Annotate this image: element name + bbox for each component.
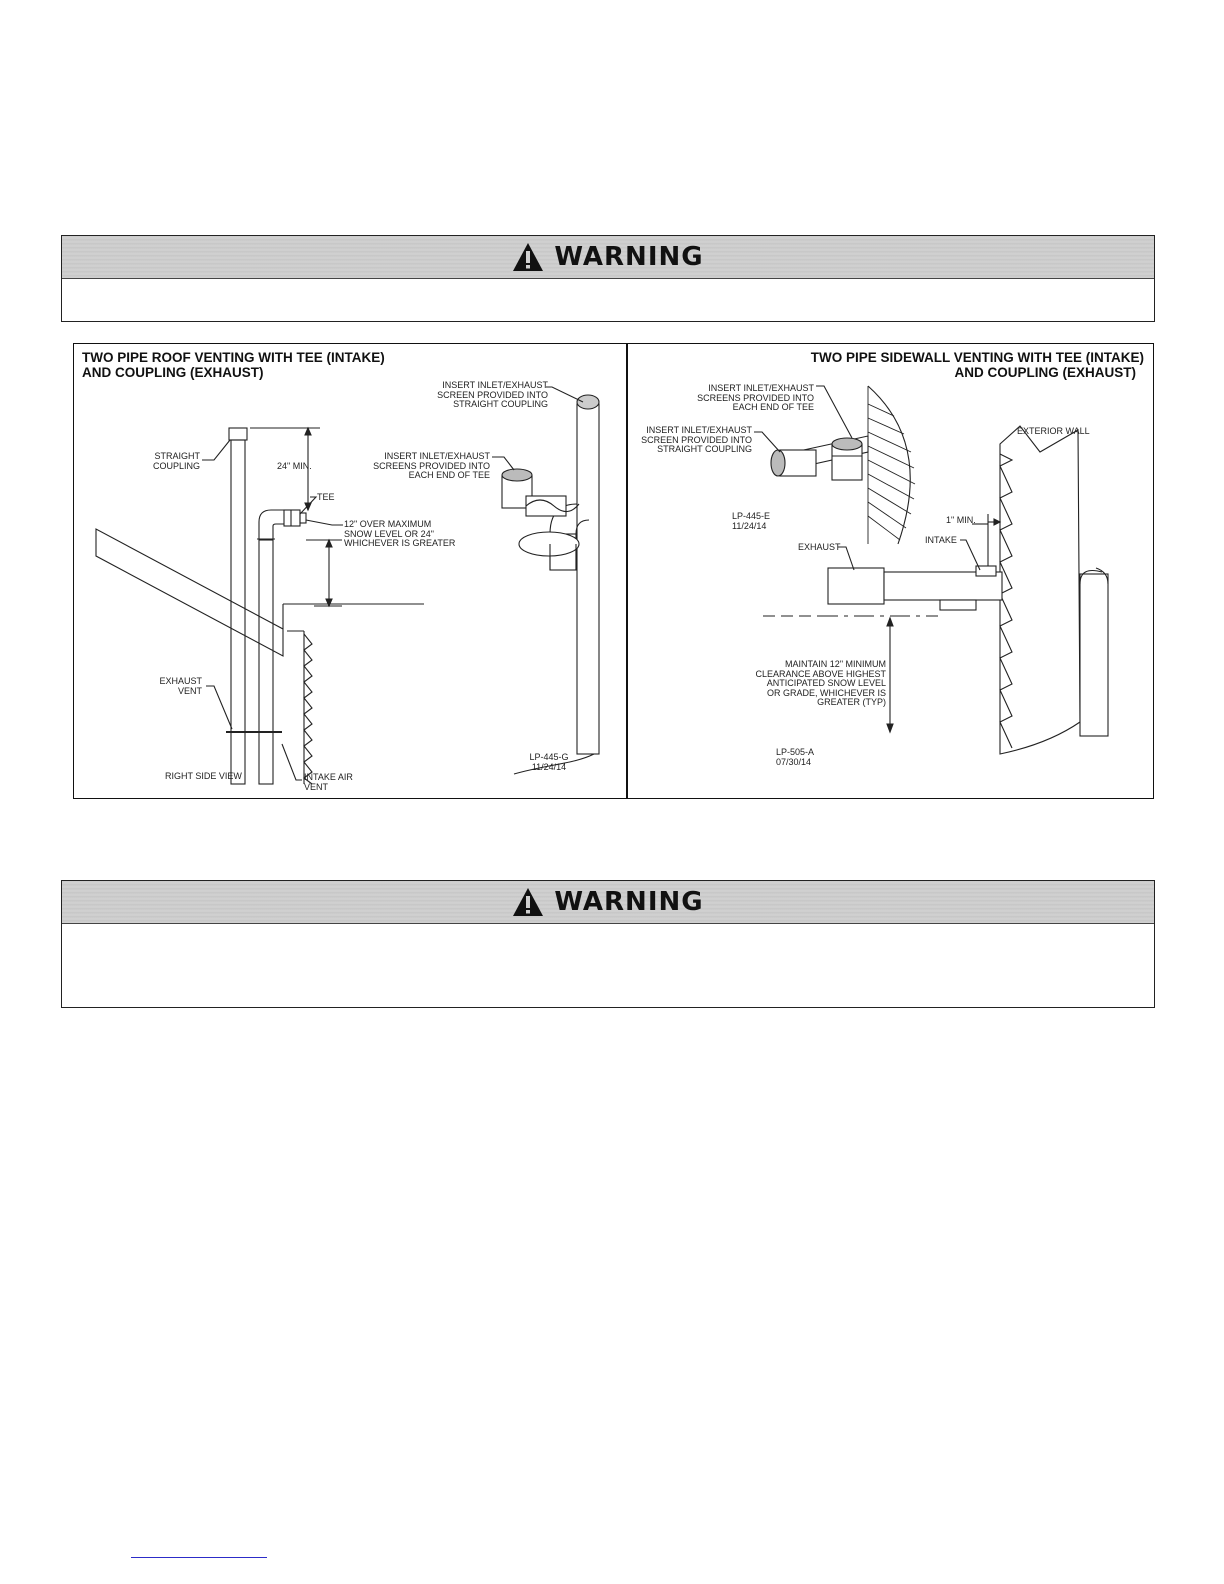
insert-screens-tee-label: INSERT INLET/EXHAUST SCREENS PROVIDED INTO EACH END OF TEE bbox=[373, 451, 490, 480]
exhaust-label: EXHAUST bbox=[798, 542, 841, 552]
tee-detail-illustration bbox=[502, 395, 599, 774]
sidewall-insert-screen-coupling-label: INSERT INLET/EXHAUST SCREEN PROVIDED INTO STRAIGHT COUPLING bbox=[641, 425, 752, 454]
footer-link-underline[interactable] bbox=[131, 1557, 267, 1558]
min-1-label: 1" MIN. bbox=[946, 515, 976, 525]
roof-venting-drawing bbox=[74, 344, 626, 798]
insert-screen-coupling-label: INSERT INLET/EXHAUST SCREEN PROVIDED INTO STRAIGHT COUPLING bbox=[437, 380, 548, 409]
warning-title-text: WARNING bbox=[554, 242, 704, 272]
right-side-view-label: RIGHT SIDE VIEW bbox=[165, 771, 242, 781]
warning-header bbox=[62, 236, 1154, 279]
min-24-label: 24" MIN. bbox=[277, 461, 312, 471]
straight-coupling-label: STRAIGHT COUPLING bbox=[152, 451, 200, 471]
warning-box-1 bbox=[61, 235, 1155, 322]
roof-venting-panel bbox=[74, 344, 626, 798]
warning-triangle-icon bbox=[512, 242, 544, 272]
sidewall-panel-title: TWO PIPE SIDEWALL VENTING WITH TEE (INTAKE) AND COUPLING (EXHAUST) bbox=[810, 350, 1144, 380]
warning-triangle-icon bbox=[512, 887, 544, 917]
exhaust-vent-label: EXHAUST VENT bbox=[159, 676, 202, 696]
tee-label: TEE bbox=[317, 492, 335, 502]
detail-code-label: LP-445-E 11/24/14 bbox=[732, 511, 771, 531]
warning-box-2 bbox=[61, 880, 1155, 1008]
warning-title bbox=[512, 242, 703, 272]
intake-air-vent-label: INTAKE AIR VENT bbox=[304, 772, 353, 792]
warning-title-text: WARNING bbox=[554, 887, 704, 917]
roof-panel-title: TWO PIPE ROOF VENTING WITH TEE (INTAKE) AND COUPLING (EXHAUST) bbox=[82, 350, 385, 380]
warning-header bbox=[62, 881, 1154, 924]
sidewall-insert-screens-tee-label: INSERT INLET/EXHAUST SCREENS PROVIDED INTO EACH END OF TEE bbox=[697, 383, 814, 412]
snow-level-label: 12" OVER MAXIMUM SNOW LEVEL OR 24" WHICHEVER IS GREATER bbox=[344, 519, 456, 548]
sidewall-venting-panel bbox=[628, 344, 1153, 798]
intake-label: INTAKE bbox=[925, 535, 957, 545]
exterior-wall-label: EXTERIOR WALL bbox=[1017, 426, 1090, 436]
sidewall-drawing-code: LP-505-A 07/30/14 bbox=[776, 747, 815, 767]
warning-body bbox=[62, 279, 1154, 321]
warning-title bbox=[512, 887, 703, 917]
warning-body bbox=[62, 924, 1154, 1007]
roof-drawing-code: LP-445-G 11/24/14 bbox=[529, 752, 569, 772]
venting-figure bbox=[73, 343, 1154, 799]
clearance-label: MAINTAIN 12" MINIMUM CLEARANCE ABOVE HIGHEST ANTICIPATED SNOW LEVEL OR GRADE, WHICHEVER IS GREATER (TYP) bbox=[755, 659, 886, 707]
